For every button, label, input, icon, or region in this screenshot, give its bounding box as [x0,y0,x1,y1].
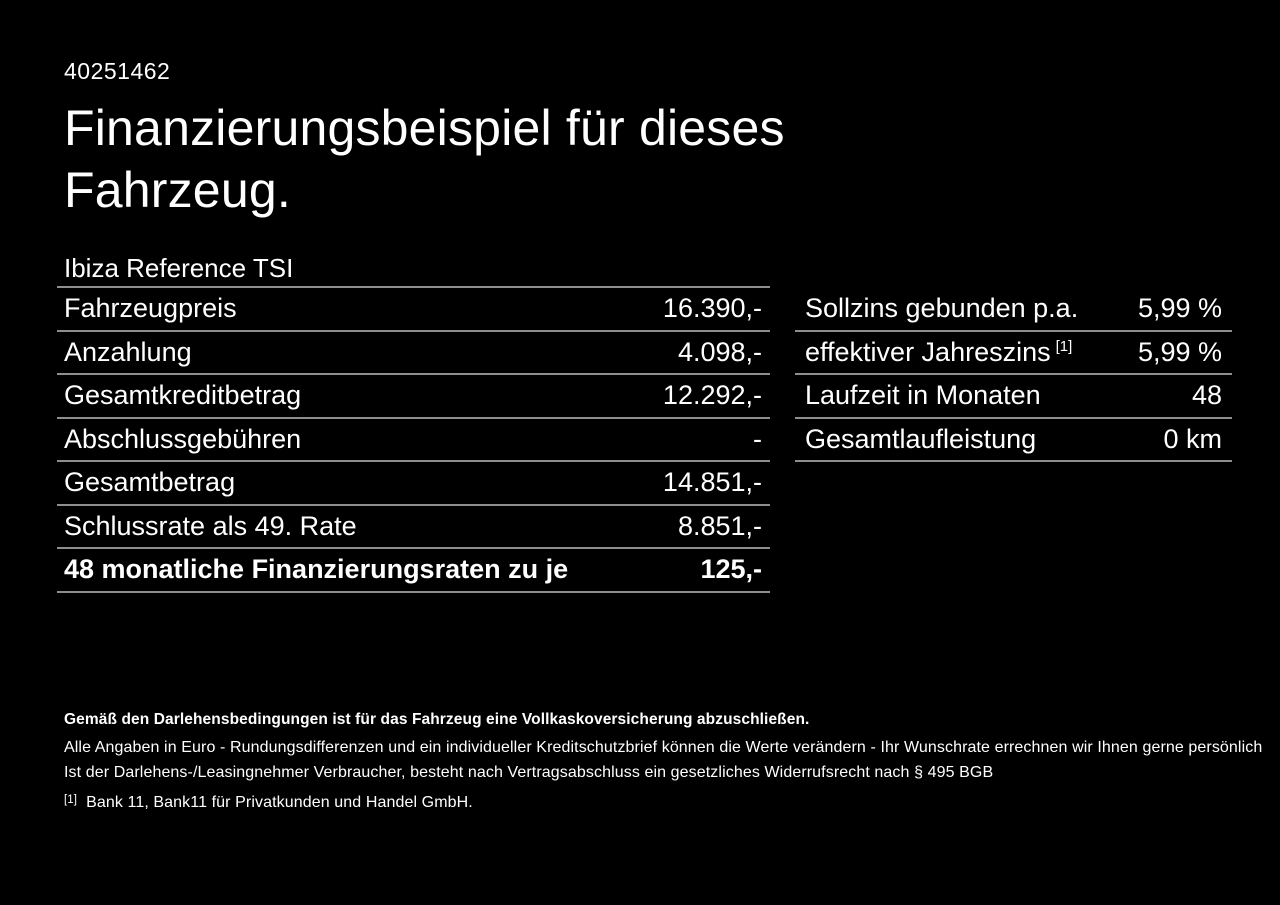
row-label: Laufzeit in Monaten [805,380,1041,411]
footnote-disclaimer-2: Ist der Darlehens-/Leasingnehmer Verbraucher, besteht nach Vertragsabschluss ein gesetzliches Widerrufsrecht nach § 495 BGB [64,764,994,781]
table-row-down-payment [57,332,770,376]
row-value: 12.292,- [662,380,762,411]
row-label: Sollzins gebunden p.a. [805,293,1079,324]
row-label [805,337,1072,368]
row-label: Gesamtkreditbetrag [64,380,302,411]
table-row-total-credit [57,375,770,419]
row-value: 4.098,- [677,336,762,367]
vehicle-model: Ibiza Reference TSI [57,246,770,288]
row-value: 14.851,- [662,467,762,498]
row-value: 125,- [700,554,762,585]
row-value: 8.851,- [677,510,762,541]
footnote-reference-text: Bank 11, Bank11 für Privatkunden und Handel GmbH. [86,794,473,811]
financing-table [57,246,770,593]
table-row-total-mileage [795,419,1232,463]
row-value: 5,99 % [1137,293,1222,324]
page-title-line-1: Finanzierungsbeispiel für dieses [64,100,785,156]
row-label: Anzahlung [64,336,192,367]
page-title-line-2: Fahrzeug. [64,162,291,218]
table-row-effective-interest [795,332,1232,376]
table-row-monthly-rate [57,549,770,593]
row-value: 5,99 % [1137,336,1222,367]
table-row-nominal-interest [795,288,1232,332]
footnote-disclaimer-1: Alle Angaben in Euro - Rundungsdifferenzen und ein individueller Kreditschutzbrief können die Werte verändern - Ihr Wunschrate errechnen wir Ihnen gerne persönlich [64,739,1263,756]
row-value: 0 km [1163,423,1222,454]
table-row-closing-fees [57,419,770,463]
row-value: - [753,423,762,454]
offer-id: 40251462 [64,58,171,84]
row-value: 48 [1191,380,1222,411]
row-value: 16.390,- [662,293,762,324]
row-label: Gesamtbetrag [64,467,236,498]
row-label-text: effektiver Jahreszins [805,336,1051,367]
table-row-term-months [795,375,1232,419]
row-label: 48 monatliche Finanzierungsraten zu je [64,554,569,585]
terms-table [795,288,1232,462]
footnote-insurance: Gemäß den Darlehensbedingungen ist für das Fahrzeug eine Vollkaskoversicherung abzuschließen. [64,711,810,728]
footnote-reference [64,791,473,812]
row-label: Abschlussgebühren [64,423,302,454]
page-title [64,97,785,221]
table-row-total-amount [57,462,770,506]
row-label: Gesamtlaufleistung [805,423,1037,454]
footnote-superscript: [1] [1055,337,1073,355]
row-label: Schlussrate als 49. Rate [64,510,357,541]
table-row-vehicle-price [57,288,770,332]
footnote-reference-marker: [1] [64,794,78,806]
row-label: Fahrzeugpreis [64,293,237,324]
table-row-final-installment [57,506,770,550]
